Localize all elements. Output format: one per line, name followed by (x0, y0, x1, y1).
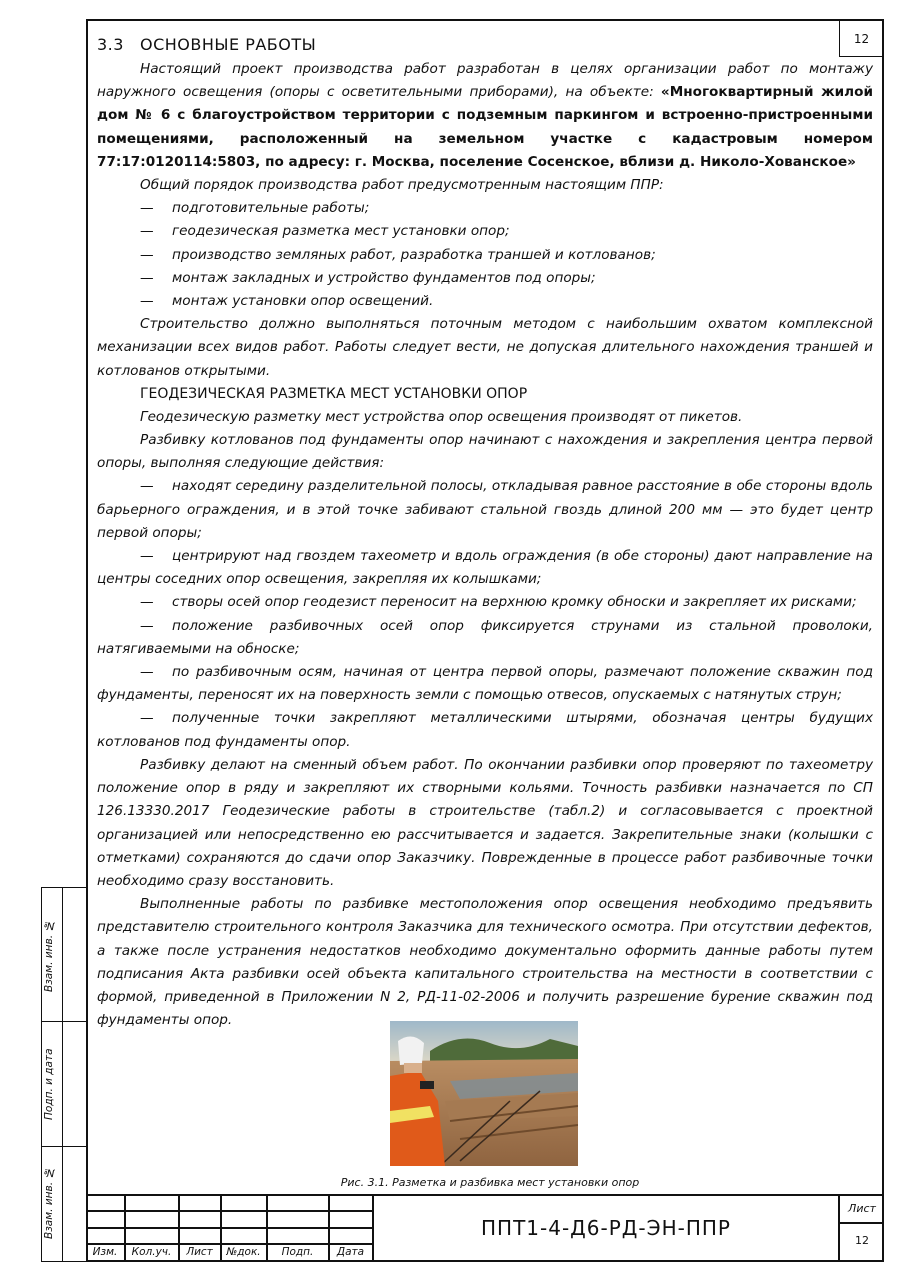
list-item-text: положение разбивочных осей опор фиксируется струнами из стальной проволоки, натягиваемыми на обноске; (97, 617, 873, 657)
side-stamp-podp-label: Подп. и дата (43, 1048, 55, 1120)
list-item-text: створы осей опор геодезист переносит на верхнюю кромку обноски и закрепляет их рисками; (172, 594, 857, 611)
col-data: Дата (336, 1246, 365, 1258)
list-item-text: монтаж закладных и устройство фундаментов под опоры; (172, 269, 596, 286)
geodesy-p4: Выполненные работы по разбивке местоположения опор освещения необходимо предъявить представителю строительного контроля Заказчика для технического осмотра. При отсутствии дефектов, а также после устранения недостатков необходимо документально оформить данные работы путем подписания Акта разбивки осей объекта капитального строительства на местности в соответствии с формой, приведенной в Приложении N 2, РД-11-02-2006 и получить разрешение бурение скважин под фундаменты опор. (97, 896, 873, 1029)
list-dash: — (140, 478, 154, 495)
geodesy-p2: Разбивку котлованов под фундаменты опор начинают с нахождения и закрепления центра первой опоры, выполняя следующие действия: (97, 432, 873, 472)
title-block-grid-line (372, 1194, 374, 1262)
surveying-photo-illustration (390, 1021, 578, 1166)
intro-object-name: «Многоквартирный жилой дом № 6 с благоустройством территории с подземным паркингом и встроенно-пристроенными помещениями, расположенный на земельном участке с кадастровым номером 77:17:0120114:5803, по адресу: г. Москва, поселение Сосенское, вблизи д. Николо-Хованское» (97, 84, 873, 170)
list-item-text: полученные точки закрепляют металлическими штырями, обозначая центры будущих котлованов под фундаменты опор. (97, 710, 873, 750)
geodesy-p3: Разбивку делают на сменный объем работ. По окончании разбивки опор проверяют по тахеометру положение опор в ряду и закрепляют их створными кольями. Точность разбивки назначается по СП 126.13330.2017 Геодезические работы в строительстве (табл.2) и согласовывается с проектной организацией или непосредственно ею рассчитывается и задается. Закрепительные знаки (колышки с отметками) сохраняются до сдачи опор Заказчику. Поврежденные в процессе работ разбивочные точки необходимо сразу восстановить. (97, 756, 873, 889)
col-kol-uch: Кол.уч. (131, 1246, 172, 1258)
side-stamp-inv-label: Взам. инв. № (43, 1166, 55, 1239)
list-dash: — (140, 223, 154, 240)
sheet-label: Лист (848, 1202, 876, 1215)
list-dash: — (140, 617, 154, 634)
title-block-border (86, 1194, 884, 1196)
list-item-text: центрируют над гвоздем тахеометр и вдоль ограждения (в обе стороны) дают направление на центры соседних опор освещения, закрепляя их колышками; (97, 548, 873, 588)
list-item (97, 661, 873, 707)
title-block-grid-line (838, 1222, 884, 1224)
list-dash: — (140, 246, 154, 263)
list-dash: — (140, 293, 154, 310)
list-item (97, 220, 873, 243)
list-item (97, 290, 873, 313)
list-dash: — (140, 594, 154, 611)
list-item (97, 244, 873, 267)
document-body (97, 32, 873, 1032)
figure-photo (390, 1021, 578, 1166)
col-list: Лист (186, 1246, 213, 1258)
side-stamp (41, 887, 86, 1262)
intro-paragraph (97, 58, 873, 174)
list-item-text: по разбивочным осям, начиная от центра первой опоры, размечают положение скважин под фундаменты, переносят их на поверхность земли с помощью отвесов, опускаемых с натянутых струн; (97, 664, 873, 704)
page-number-top: 12 (839, 21, 883, 57)
section-heading (97, 32, 873, 58)
list-item (97, 475, 873, 545)
side-stamp-divider (62, 888, 63, 1261)
col-izm: Изм. (92, 1246, 118, 1258)
col-podp: Подп. (281, 1246, 314, 1258)
list-item (97, 197, 873, 220)
list-dash: — (140, 664, 154, 681)
order-list (97, 197, 873, 313)
construction-note: Строительство должно выполняться поточным методом с наибольшим охватом комплексной механизации всех видов работ. Работы следует вести, не допуская длительного нахождения траншей и котлованов открытыми. (97, 316, 873, 379)
list-item (97, 591, 873, 614)
side-stamp-vzam-label: Взам. инв. № (43, 919, 55, 993)
side-stamp-row-line (42, 1021, 86, 1022)
geodesy-heading: ГЕОДЕЗИЧЕСКАЯ РАЗМЕТКА МЕСТ УСТАНОВКИ ОПОР (140, 385, 528, 402)
list-item (97, 267, 873, 290)
list-dash: — (140, 548, 154, 565)
list-item (97, 545, 873, 591)
document-code: ППТ1-4-Д6-РД-ЭН-ППР (480, 1216, 731, 1240)
figure-caption: Рис. 3.1. Разметка и разбивка мест установки опор (340, 1176, 640, 1189)
geodesy-p1: Геодезическую разметку мест устройства опор освещения производят от пикетов. (140, 408, 743, 425)
list-item (97, 615, 873, 661)
list-item-text: геодезическая разметка мест установки опор; (172, 223, 510, 240)
list-dash: — (140, 710, 154, 727)
list-dash: — (140, 269, 154, 286)
sheet-number: 12 (855, 1234, 869, 1247)
col-ndok: №док. (226, 1246, 261, 1258)
side-stamp-row-line (42, 1146, 86, 1147)
section-title: ОСНОВНЫЕ РАБОТЫ (140, 35, 317, 54)
list-item-text: находят середину разделительной полосы, откладывая равное расстояние в обе стороны вдоль барьерного ограждения, и в этой точке забивают стальной гвоздь длиной 200 мм — это будет центр первой опоры; (97, 478, 873, 541)
list-item-text: монтаж установки опор освещений. (172, 293, 434, 310)
intro-text: Настоящий проект производства работ разработан в целях организации работ по монтажу наружного освещения (опоры с осветительными приборами), на объекте: (97, 61, 873, 101)
title-block (86, 1194, 884, 1262)
order-intro: Общий порядок производства работ предусмотренным настоящим ППР: (140, 177, 664, 194)
list-dash: — (140, 200, 154, 217)
list-item (97, 707, 873, 753)
geodesy-list (97, 475, 873, 753)
list-item-text: подготовительные работы; (172, 200, 370, 217)
section-number: 3.3 (97, 35, 124, 54)
list-item-text: производство земляных работ, разработка траншей и котлованов; (172, 246, 656, 263)
